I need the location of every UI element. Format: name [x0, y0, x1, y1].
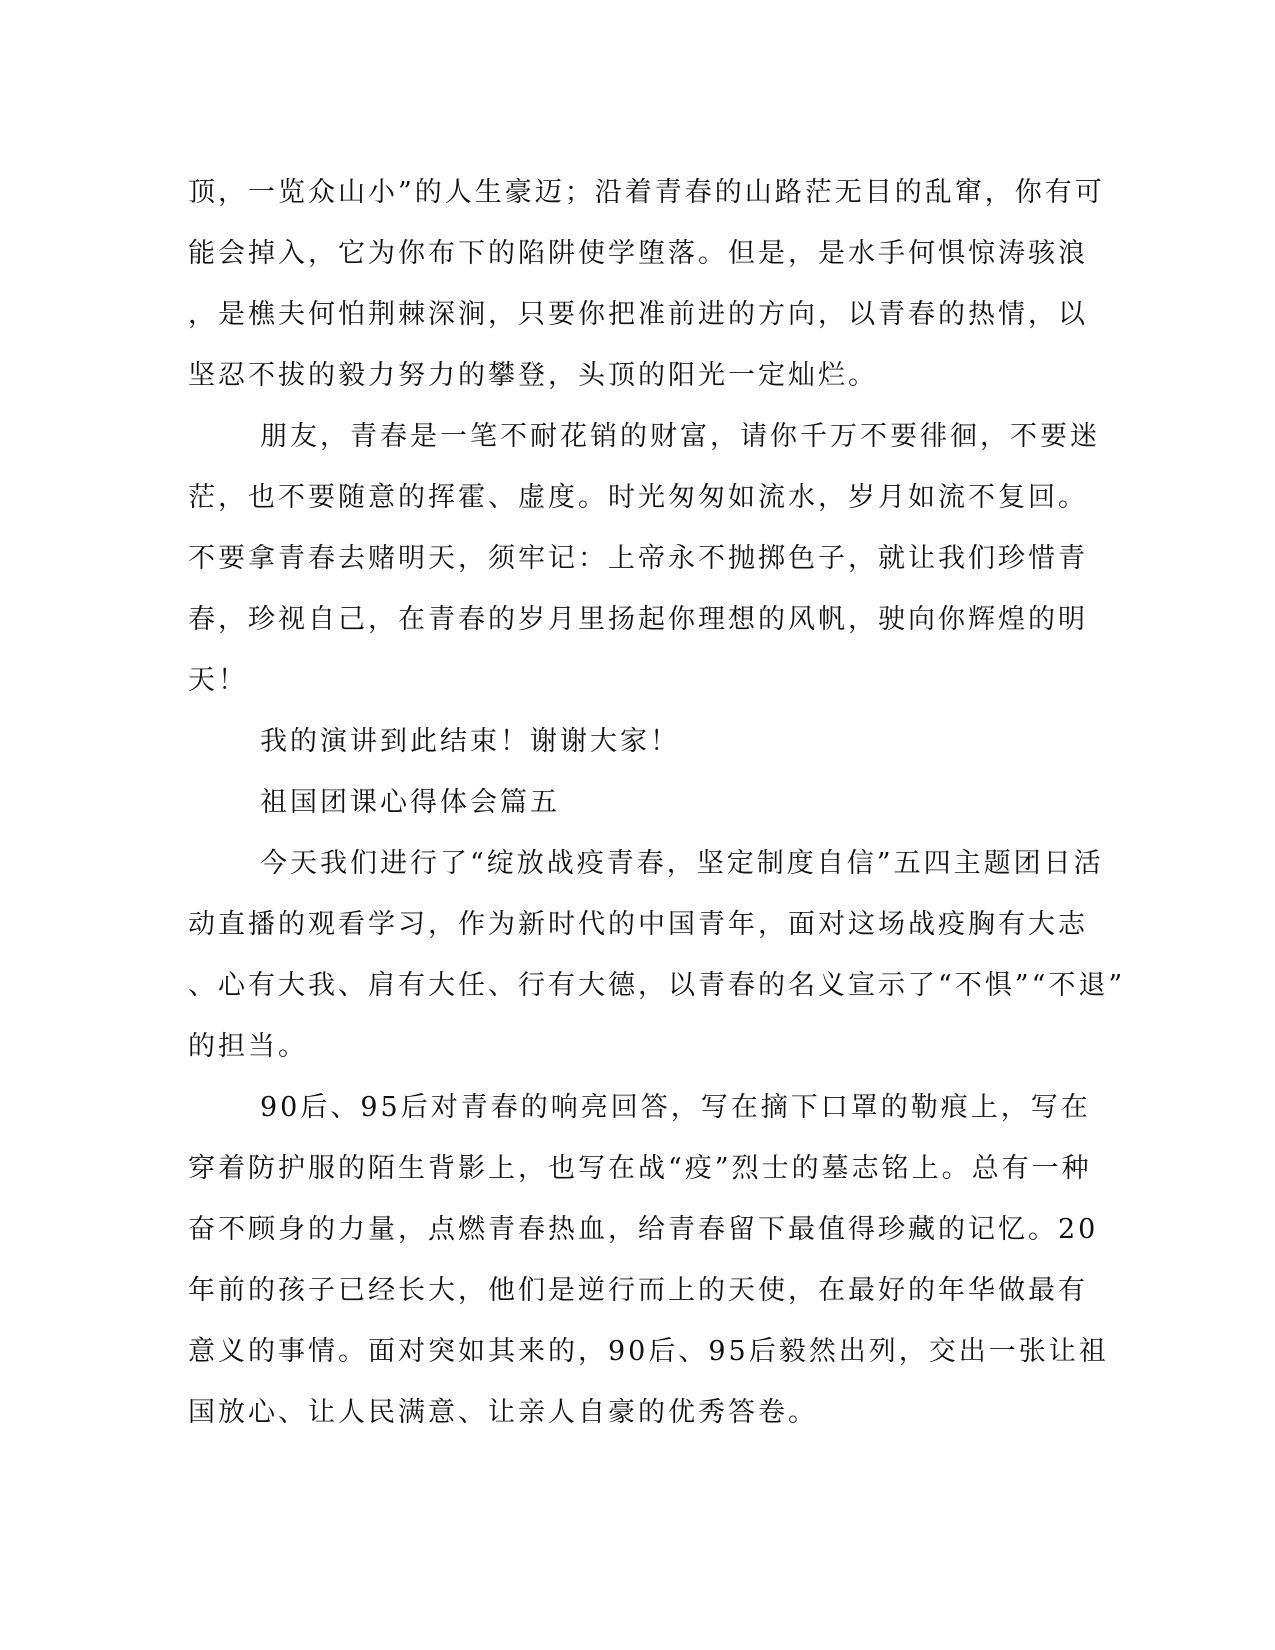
text-line: 祖国团课心得体会篇五	[260, 787, 560, 818]
text-line: 国放心、让人民满意、让亲人自豪的优秀答卷。	[188, 1397, 818, 1428]
document-body	[188, 162, 1126, 1443]
text-line: 茫，也不要随意的挥霍、虚度。时光匆匆如流水，岁月如流不复回。	[188, 482, 1088, 513]
text-line: 今天我们进行了“绽放战疫青春，坚定制度自信”五四主题团日活	[260, 848, 1104, 879]
text-line: 的担当。	[188, 1031, 308, 1062]
text-line: 意义的事情。面对突如其来的，90后、95后毅然出列，交出一张让祖	[188, 1336, 1109, 1367]
text-line: 动直播的观看学习，作为新时代的中国青年，面对这场战疫胸有大志	[188, 909, 1088, 940]
text-line: 春，珍视自己，在青春的岁月里扬起你理想的风帆，驶向你辉煌的明	[188, 604, 1088, 635]
text-line: 朋友，青春是一笔不耐花销的财富，请你千万不要徘徊，不要迷	[260, 421, 1100, 452]
text-line: 奋不顾身的力量，点燃青春热血，给青春留下最值得珍藏的记忆。20	[188, 1214, 1099, 1245]
text-line: 顶，一览众山小”的人生豪迈；沿着青春的山路茫无目的乱窜，你有可	[188, 177, 1105, 208]
text-line: 穿着防护服的陌生背影上，也写在战“疫”烈士的墓志铭上。总有一种	[188, 1153, 1092, 1184]
text-line: 不要拿青春去赌明天，须牢记：上帝永不抛掷色子，就让我们珍惜青	[188, 543, 1088, 574]
text-line: 90后、95后对青春的响亮回答，写在摘下口罩的勒痕上，写在	[260, 1092, 1091, 1123]
text-line: 我的演讲到此结束！谢谢大家！	[260, 726, 680, 757]
text-line: ，是樵夫何怕荆棘深涧，只要你把准前进的方向，以青春的热情，以	[188, 299, 1088, 330]
text-line: 坚忍不拔的毅力努力的攀登，头顶的阳光一定灿烂。	[188, 360, 878, 391]
text-line: 、心有大我、肩有大任、行有大德，以青春的名义宣示了“不惧”“不退”	[188, 970, 1126, 1001]
text-line: 年前的孩子已经长大，他们是逆行而上的天使，在最好的年华做最有	[188, 1275, 1088, 1306]
text-line: 能会掉入，它为你布下的陷阱使学堕落。但是，是水手何惧惊涛骇浪	[188, 238, 1088, 269]
text-line: 天！	[188, 665, 248, 696]
